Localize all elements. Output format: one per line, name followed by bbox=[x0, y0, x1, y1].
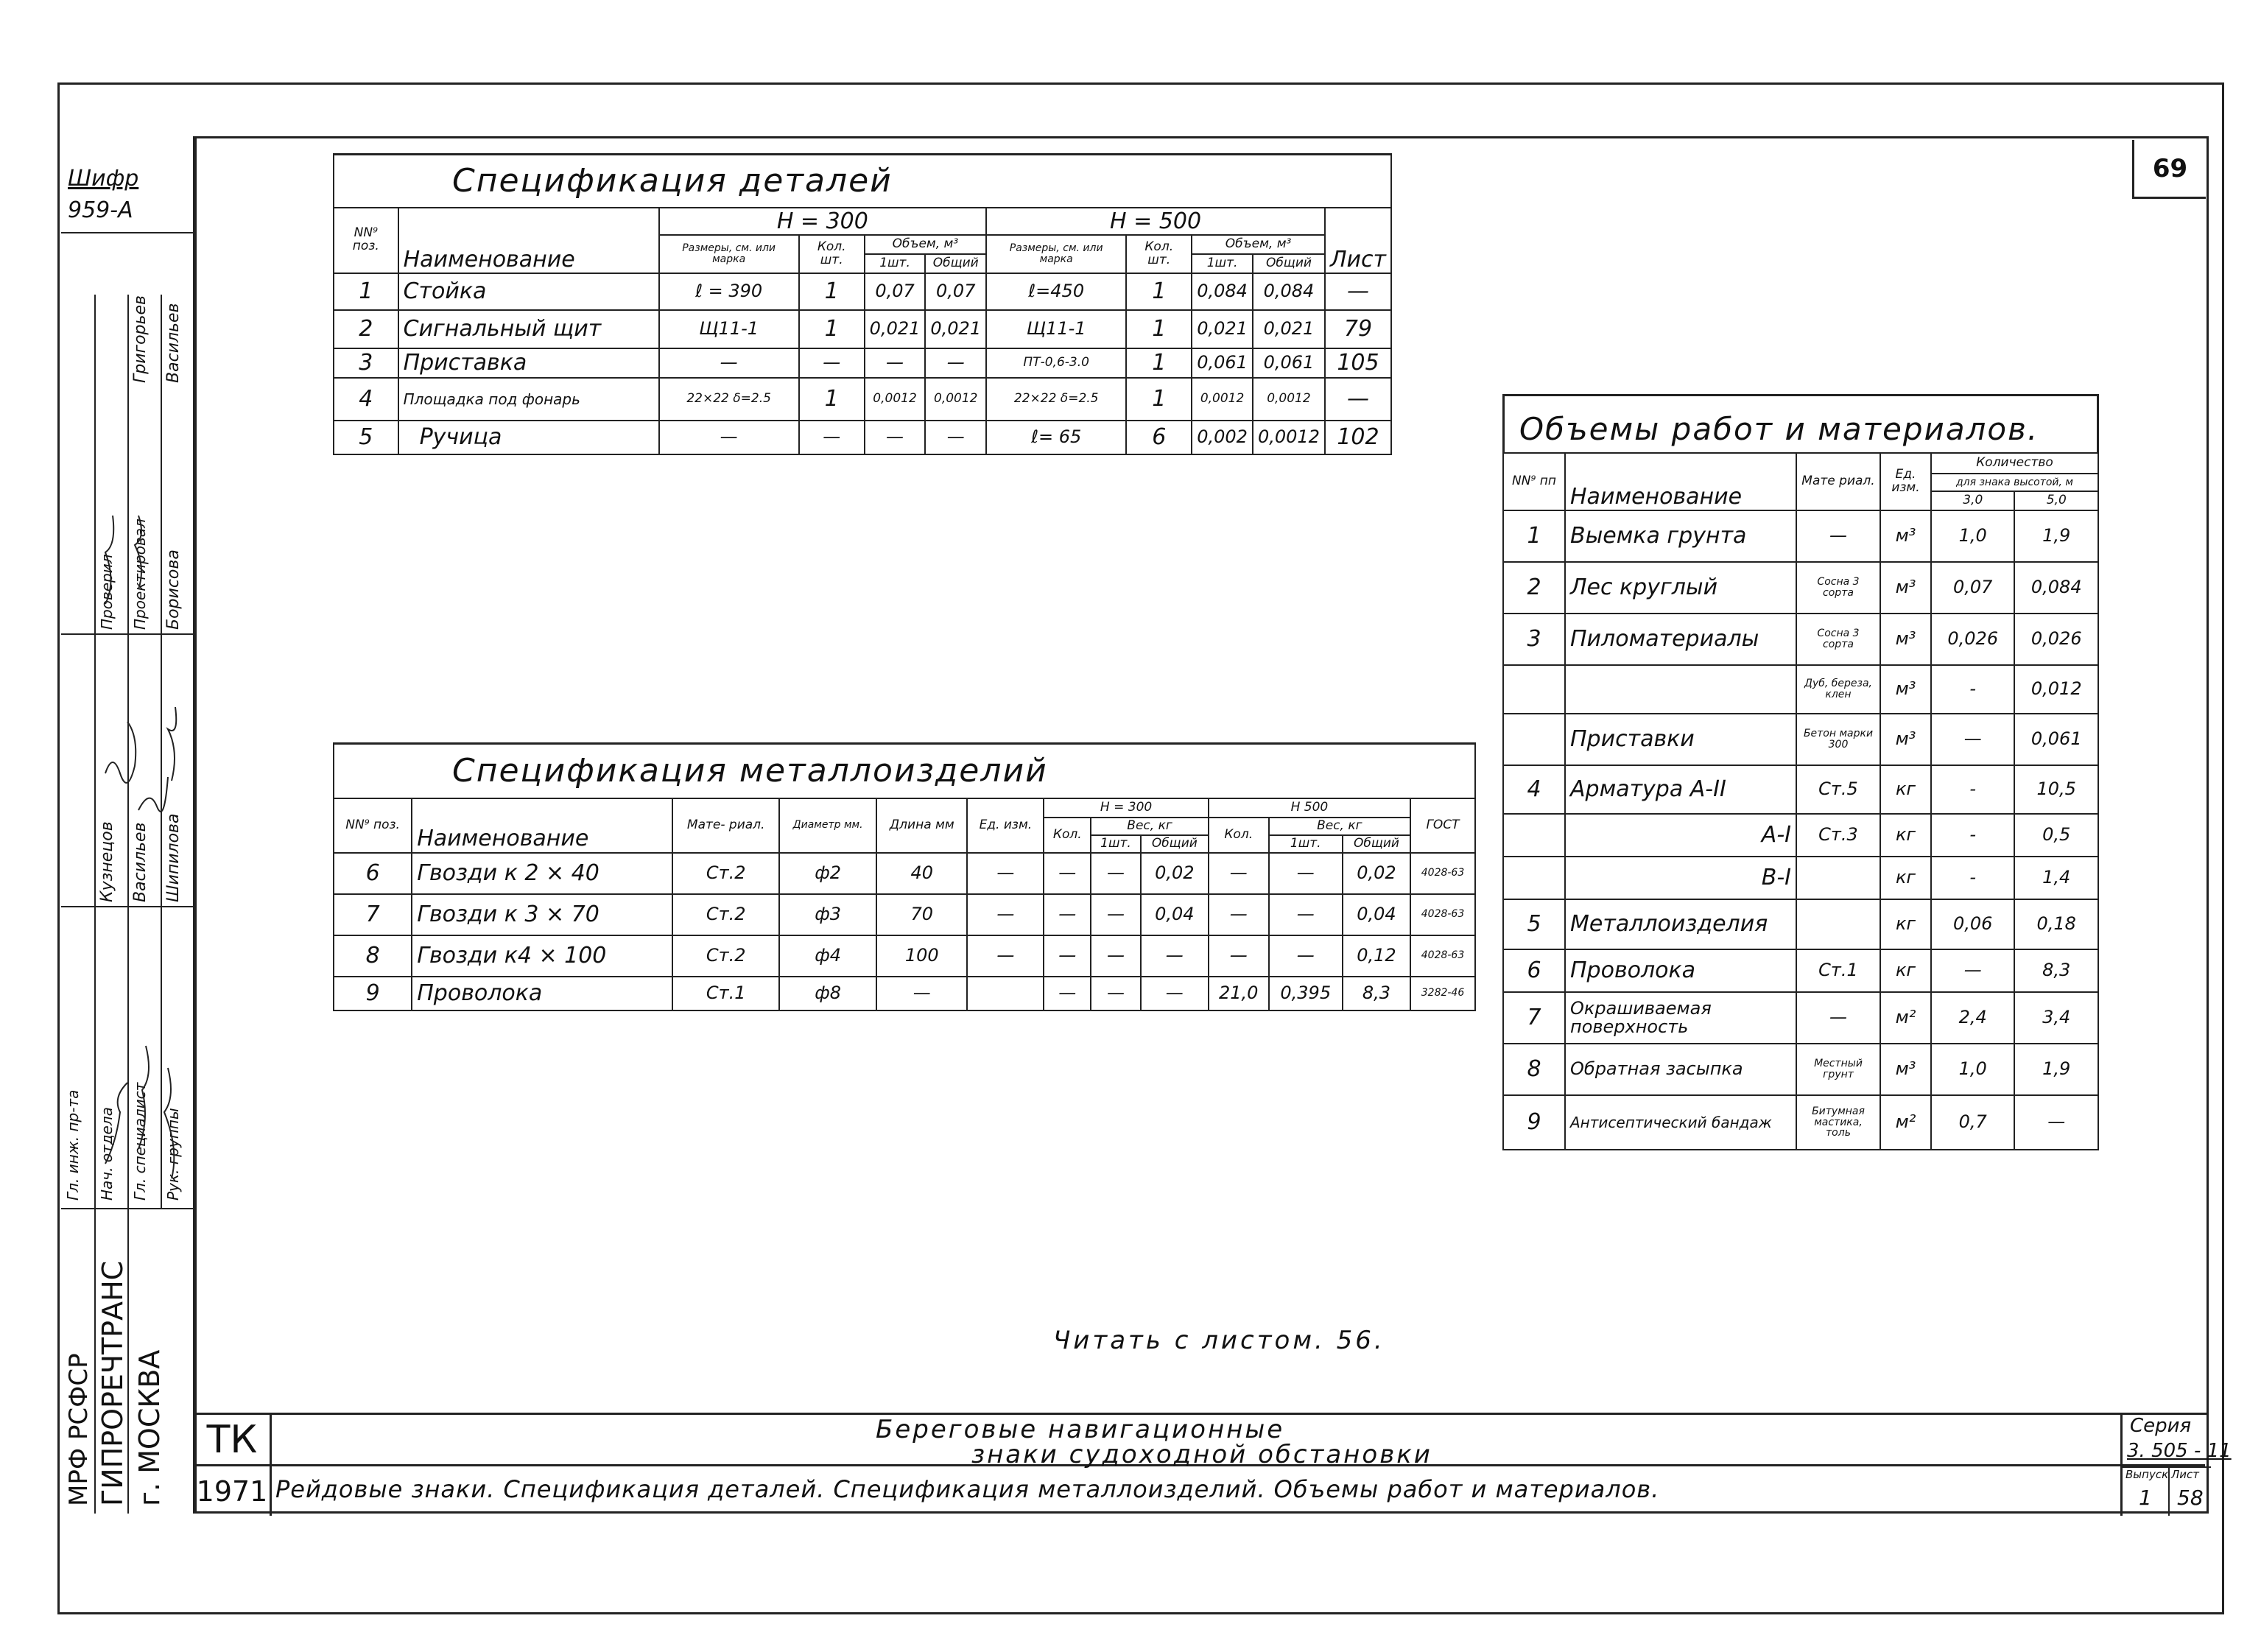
metal-header-total-300: Общий bbox=[1141, 835, 1209, 853]
cell: - bbox=[1931, 665, 2014, 714]
cell: — bbox=[799, 348, 865, 378]
cell: — bbox=[1209, 935, 1269, 977]
metal-header-name: Наименование bbox=[412, 798, 672, 853]
cell: 0,06 bbox=[1931, 899, 2014, 949]
cell: 8,3 bbox=[1343, 977, 1410, 1010]
cell: 0,02 bbox=[1343, 853, 1410, 894]
cell: Стойка bbox=[398, 273, 659, 310]
table-row bbox=[1503, 1095, 2098, 1150]
cell: — bbox=[967, 935, 1044, 977]
cell: Бетон марки 300 bbox=[1796, 714, 1880, 765]
table-row bbox=[334, 348, 1391, 378]
cell: 0,04 bbox=[1141, 894, 1209, 935]
table-row bbox=[334, 273, 1391, 310]
volumes-header-name: Наименование bbox=[1565, 453, 1796, 510]
table-row bbox=[1503, 857, 2098, 899]
cell: ℓ=450 bbox=[986, 273, 1126, 310]
cell: м³ bbox=[1880, 614, 1931, 665]
cell: 0,18 bbox=[2014, 899, 2098, 949]
details-header-one-500: 1шт. bbox=[1192, 254, 1253, 273]
details-header-total-500: Общий bbox=[1253, 254, 1325, 273]
cell: 0,061 bbox=[1192, 348, 1253, 378]
metal-header-qty-300: Кол. bbox=[1044, 818, 1091, 853]
table-row bbox=[1503, 510, 2098, 562]
details-header-qty-500: Кол. шт. bbox=[1126, 235, 1192, 273]
cell: — bbox=[1931, 714, 2014, 765]
cell: 1 bbox=[1126, 378, 1192, 421]
cell: 0,0012 bbox=[865, 378, 926, 421]
cell: 0,0012 bbox=[925, 378, 986, 421]
cell: 22×22 δ=2.5 bbox=[986, 378, 1126, 421]
cell: Ручица bbox=[398, 421, 659, 454]
details-spec-table bbox=[333, 153, 1392, 455]
cell: 7 bbox=[1503, 992, 1565, 1044]
cell: Ст.2 bbox=[672, 894, 779, 935]
cell: — bbox=[1091, 977, 1141, 1010]
cell: ℓ= 65 bbox=[986, 421, 1126, 454]
cell: 0,002 bbox=[1192, 421, 1253, 454]
cell: 3,4 bbox=[2014, 992, 2098, 1044]
cipher-label: Шифр bbox=[68, 166, 139, 191]
volumes-header-unit: Ед. изм. bbox=[1880, 453, 1931, 510]
table-row bbox=[1503, 665, 2098, 714]
role-chief-specialist: Гл. специалист bbox=[131, 1082, 149, 1201]
cell: кг bbox=[1880, 899, 1931, 949]
cell: 0,0012 bbox=[1253, 378, 1325, 421]
cell: 0,5 bbox=[2014, 814, 2098, 857]
volumes-header-h1: 3,0 bbox=[1931, 491, 2014, 510]
name-vasiliev: Васильев bbox=[131, 822, 150, 902]
table-row bbox=[1503, 714, 2098, 765]
cell: 0,0012 bbox=[1253, 421, 1325, 454]
cell: м² bbox=[1880, 992, 1931, 1044]
cell: — bbox=[1325, 378, 1391, 421]
details-header-dims-300: Размеры, см. или марка bbox=[659, 235, 799, 273]
cell: — bbox=[925, 421, 986, 454]
metal-header-one-300: 1шт. bbox=[1091, 835, 1141, 853]
cell: 1,0 bbox=[1931, 510, 2014, 562]
cell: 1 bbox=[799, 273, 865, 310]
cell: - bbox=[1931, 765, 2014, 814]
cell: 22×22 δ=2.5 bbox=[659, 378, 799, 421]
details-header-h300: Н = 300 bbox=[659, 208, 987, 236]
sheet-number: 69 bbox=[2132, 140, 2206, 199]
volumes-header-mat: Мате риал. bbox=[1796, 453, 1880, 510]
cell: Обратная засыпка bbox=[1565, 1044, 1796, 1095]
cell: 1,0 bbox=[1931, 1044, 2014, 1095]
cell: 79 bbox=[1325, 310, 1391, 348]
details-header-qty-300: Кол. шт. bbox=[799, 235, 865, 273]
stamp-signature-block bbox=[61, 295, 195, 1208]
cell: 0,07 bbox=[925, 273, 986, 310]
table-row bbox=[1503, 562, 2098, 614]
cell: 0,7 bbox=[1931, 1095, 2014, 1150]
cell: 1 bbox=[1126, 310, 1192, 348]
cell bbox=[1503, 665, 1565, 714]
cell: — bbox=[925, 348, 986, 378]
cell: ПТ-0,6-3.0 bbox=[986, 348, 1126, 378]
title-line-1: Береговые навигационные bbox=[876, 1415, 1285, 1444]
cell: 0,061 bbox=[2014, 714, 2098, 765]
metal-header-mat: Мате- риал. bbox=[672, 798, 779, 853]
signature-scribbles bbox=[61, 295, 195, 1208]
cell: - bbox=[1931, 857, 2014, 899]
role-group-lead: Рук. группы bbox=[164, 1108, 182, 1201]
cell: Выемка грунта bbox=[1565, 510, 1796, 562]
cell: — bbox=[799, 421, 865, 454]
table-row bbox=[334, 421, 1391, 454]
cell: — bbox=[865, 348, 926, 378]
cell: — bbox=[1269, 935, 1343, 977]
cell: 0,07 bbox=[865, 273, 926, 310]
cell: 0,084 bbox=[1253, 273, 1325, 310]
cell: 1 bbox=[799, 310, 865, 348]
cell: м³ bbox=[1880, 665, 1931, 714]
metal-header-qty-500: Кол. bbox=[1209, 818, 1269, 853]
details-header-name: Наименование bbox=[398, 208, 659, 274]
cell: м³ bbox=[1880, 510, 1931, 562]
cell: — bbox=[1269, 894, 1343, 935]
cell: — bbox=[1091, 935, 1141, 977]
cell: Ст.2 bbox=[672, 853, 779, 894]
cell: — bbox=[876, 977, 967, 1010]
cell: 5 bbox=[1503, 899, 1565, 949]
cell: — bbox=[2014, 1095, 2098, 1150]
cell: — bbox=[1044, 853, 1091, 894]
metal-header-len: Длина мм bbox=[876, 798, 967, 853]
org-ministry: МРФ РСФСР bbox=[64, 1353, 94, 1506]
cell: 8 bbox=[334, 935, 412, 977]
cell: Приставки bbox=[1565, 714, 1796, 765]
cell: — bbox=[1269, 853, 1343, 894]
cell: 4 bbox=[1503, 765, 1565, 814]
cell: кг bbox=[1880, 857, 1931, 899]
details-title: Спецификация деталей bbox=[334, 155, 1391, 208]
cell: м² bbox=[1880, 1095, 1931, 1150]
sheet-label: Лист bbox=[2171, 1468, 2200, 1481]
cell: кг bbox=[1880, 814, 1931, 857]
details-header-sheet: Лист bbox=[1325, 208, 1391, 274]
name-kuznetsov: Кузнецов bbox=[98, 821, 116, 902]
sheet-value: 58 bbox=[2177, 1486, 2204, 1510]
metal-header-h500: Н 500 bbox=[1209, 798, 1410, 818]
metal-title: Спецификация металлоизделий bbox=[334, 744, 1475, 798]
cell: 1,4 bbox=[2014, 857, 2098, 899]
cell bbox=[1796, 857, 1880, 899]
details-header-num: NN⁹ поз. bbox=[334, 208, 398, 274]
cell: 0,04 bbox=[1343, 894, 1410, 935]
cell: Металлоизделия bbox=[1565, 899, 1796, 949]
cell: 2 bbox=[334, 310, 398, 348]
cell: Ст.3 bbox=[1796, 814, 1880, 857]
cell: 1,9 bbox=[2014, 510, 2098, 562]
org-city: г. МОСКВА bbox=[133, 1349, 166, 1506]
series-block bbox=[2120, 1415, 2232, 1516]
table-row bbox=[1503, 614, 2098, 665]
cell: 0,084 bbox=[2014, 562, 2098, 614]
cell: кг bbox=[1880, 765, 1931, 814]
cell bbox=[1503, 814, 1565, 857]
table-row bbox=[334, 977, 1475, 1010]
cell: 1 bbox=[1126, 348, 1192, 378]
cell: Местный грунт bbox=[1796, 1044, 1880, 1095]
cell: ф8 bbox=[779, 977, 876, 1010]
cell: — bbox=[1931, 949, 2014, 992]
role-checked: Проверил bbox=[98, 554, 116, 630]
cell: 0,021 bbox=[925, 310, 986, 348]
cell: 100 bbox=[876, 935, 967, 977]
cell: — bbox=[1091, 894, 1141, 935]
cell: 7 bbox=[334, 894, 412, 935]
issue-value: 1 bbox=[2139, 1486, 2152, 1510]
year: 1971 bbox=[194, 1466, 272, 1516]
cell: Приставка bbox=[398, 348, 659, 378]
cell: 6 bbox=[1126, 421, 1192, 454]
cell: ф2 bbox=[779, 853, 876, 894]
cell: — bbox=[967, 853, 1044, 894]
cell: 3 bbox=[1503, 614, 1565, 665]
role-dept-head: Нач. отдела bbox=[98, 1107, 116, 1201]
cell: Проволока bbox=[1565, 949, 1796, 992]
volumes-table bbox=[1502, 452, 2099, 1150]
tk-mark: ТК bbox=[194, 1415, 272, 1466]
cell: 0,395 bbox=[1269, 977, 1343, 1010]
cell: Площадка под фонарь bbox=[398, 378, 659, 421]
cell: м³ bbox=[1880, 714, 1931, 765]
cell: — bbox=[967, 894, 1044, 935]
cipher-value: 959-А bbox=[68, 197, 133, 223]
table-row bbox=[1503, 949, 2098, 992]
cell: 40 bbox=[876, 853, 967, 894]
cell: 0,12 bbox=[1343, 935, 1410, 977]
cell: — bbox=[1796, 992, 1880, 1044]
cell: — bbox=[1044, 977, 1091, 1010]
cell: 0,012 bbox=[2014, 665, 2098, 714]
cell: 8,3 bbox=[2014, 949, 2098, 992]
table-row bbox=[1503, 899, 2098, 949]
volumes-header-per-sign: для знака высотой, м bbox=[1931, 474, 2098, 491]
cell: 0,026 bbox=[2014, 614, 2098, 665]
table-row bbox=[1503, 992, 2098, 1044]
cell: Сосна 3 сорта bbox=[1796, 614, 1880, 665]
metal-header-weight-500: Вес, кг bbox=[1269, 818, 1410, 835]
volumes-title: Объемы работ и материалов. bbox=[1502, 394, 2099, 453]
cell: — bbox=[659, 421, 799, 454]
cell: Битумная мастика, толь bbox=[1796, 1095, 1880, 1150]
cell: — bbox=[1796, 510, 1880, 562]
cell: ℓ = 390 bbox=[659, 273, 799, 310]
cell: кг bbox=[1880, 949, 1931, 992]
metal-header-one-500: 1шт. bbox=[1269, 835, 1343, 853]
cell: 4 bbox=[334, 378, 398, 421]
cell: В-I bbox=[1565, 857, 1796, 899]
table-row bbox=[334, 935, 1475, 977]
cell: Гвозди к 2 × 40 bbox=[412, 853, 672, 894]
cell: — bbox=[1091, 853, 1141, 894]
cell: — bbox=[1141, 935, 1209, 977]
cell: 0,021 bbox=[1253, 310, 1325, 348]
cell: 0,0012 bbox=[1192, 378, 1253, 421]
cell: 6 bbox=[334, 853, 412, 894]
cell: — bbox=[659, 348, 799, 378]
org-institute: ГИПРОРЕЧТРАНС bbox=[96, 1260, 129, 1506]
table-row bbox=[334, 894, 1475, 935]
cell: 4028-63 bbox=[1410, 935, 1475, 977]
metal-header-diam: Диаметр мм. bbox=[779, 798, 876, 853]
issue-label: Выпуск bbox=[2125, 1468, 2169, 1481]
table-row bbox=[334, 853, 1475, 894]
cell: 1 bbox=[1126, 273, 1192, 310]
name-borisova: Борисова bbox=[164, 549, 183, 630]
series-value: 3. 505 - 11 bbox=[2127, 1440, 2232, 1462]
metal-header-num: NN⁹ поз. bbox=[334, 798, 412, 853]
cell: — bbox=[1044, 935, 1091, 977]
cell: — bbox=[1325, 273, 1391, 310]
cell: 1,9 bbox=[2014, 1044, 2098, 1095]
cell: Лес круглый bbox=[1565, 562, 1796, 614]
name-grigoriev: Григорьев bbox=[131, 295, 150, 383]
cell: 21,0 bbox=[1209, 977, 1269, 1010]
details-header-dims-500: Размеры, см. или марка bbox=[986, 235, 1126, 273]
title-area bbox=[272, 1415, 2205, 1469]
cell: 3 bbox=[334, 348, 398, 378]
cell: Ст.2 bbox=[672, 935, 779, 977]
cell: 9 bbox=[334, 977, 412, 1010]
details-header-one-300: 1шт. bbox=[865, 254, 926, 273]
cell: Гвозди к 3 × 70 bbox=[412, 894, 672, 935]
cell bbox=[1565, 665, 1796, 714]
sheet-subtitle: Рейдовые знаки. Спецификация деталей. Спецификация металлоизделий. Объемы работ и материалов. bbox=[275, 1475, 1660, 1503]
cell: - bbox=[1931, 814, 2014, 857]
role-chief-engineer: Гл. инж. пр-та bbox=[64, 1089, 82, 1201]
cell: 5 bbox=[334, 421, 398, 454]
cell: — bbox=[1044, 894, 1091, 935]
metal-header-unit: Ед. изм. bbox=[967, 798, 1044, 853]
cell: 1 bbox=[334, 273, 398, 310]
cell: 105 bbox=[1325, 348, 1391, 378]
cell: 10,5 bbox=[2014, 765, 2098, 814]
cell: Щ11-1 bbox=[659, 310, 799, 348]
cell: 102 bbox=[1325, 421, 1391, 454]
cell: 1 bbox=[1503, 510, 1565, 562]
table-row bbox=[334, 310, 1391, 348]
stamp-divider bbox=[61, 232, 195, 233]
cell bbox=[1503, 714, 1565, 765]
cell bbox=[1796, 899, 1880, 949]
metal-header-gost: ГОСТ bbox=[1410, 798, 1475, 853]
title-block bbox=[194, 1413, 2232, 1514]
cell: 2,4 bbox=[1931, 992, 2014, 1044]
cell: м³ bbox=[1880, 562, 1931, 614]
cell: ф3 bbox=[779, 894, 876, 935]
cell: 0,021 bbox=[1192, 310, 1253, 348]
cell: 4028-63 bbox=[1410, 853, 1475, 894]
cell: 6 bbox=[1503, 949, 1565, 992]
cell: 0,02 bbox=[1141, 853, 1209, 894]
cell: 8 bbox=[1503, 1044, 1565, 1095]
table-row bbox=[1503, 814, 2098, 857]
cell bbox=[967, 977, 1044, 1010]
cell: — bbox=[1209, 894, 1269, 935]
cell: Ст.1 bbox=[672, 977, 779, 1010]
cell bbox=[1503, 857, 1565, 899]
volumes-header-h2: 5,0 bbox=[2014, 491, 2098, 510]
cell: Ст.5 bbox=[1796, 765, 1880, 814]
cell: 0,021 bbox=[865, 310, 926, 348]
cell: Гвозди к4 × 100 bbox=[412, 935, 672, 977]
name-vasiliev-2: Васильев bbox=[164, 303, 183, 383]
metal-header-total-500: Общий bbox=[1343, 835, 1410, 853]
cell: — bbox=[1209, 853, 1269, 894]
cell: ф4 bbox=[779, 935, 876, 977]
cell: Окрашиваемая поверхность bbox=[1565, 992, 1796, 1044]
cell: 9 bbox=[1503, 1095, 1565, 1150]
cell: 1 bbox=[799, 378, 865, 421]
cell: Ст.1 bbox=[1796, 949, 1880, 992]
table-row bbox=[1503, 765, 2098, 814]
cell: Сигнальный щит bbox=[398, 310, 659, 348]
cell: Проволока bbox=[412, 977, 672, 1010]
cell: 0,061 bbox=[1253, 348, 1325, 378]
details-header-total-300: Общий bbox=[925, 254, 986, 273]
cell: Щ11-1 bbox=[986, 310, 1126, 348]
cell: 3282-46 bbox=[1410, 977, 1475, 1010]
cell: Арматура А-II bbox=[1565, 765, 1796, 814]
cell: Пиломатериалы bbox=[1565, 614, 1796, 665]
series-label: Серия bbox=[2130, 1415, 2192, 1437]
table-row bbox=[334, 378, 1391, 421]
metal-spec-table bbox=[333, 742, 1476, 1011]
cell: 0,026 bbox=[1931, 614, 2014, 665]
volumes-header-num: NN⁹ пп bbox=[1503, 453, 1565, 510]
title-line-2: знаки судоходной обстановки bbox=[971, 1440, 1432, 1469]
metal-header-weight-300: Вес, кг bbox=[1091, 818, 1209, 835]
details-header-vol-300: Объем, м³ bbox=[865, 235, 986, 254]
cell: Дуб, береза, клен bbox=[1796, 665, 1880, 714]
stamp-org-block bbox=[61, 1208, 195, 1514]
role-designed: Проектировал bbox=[131, 519, 149, 630]
name-shipilova: Шипилова bbox=[164, 813, 183, 902]
cell: 0,084 bbox=[1192, 273, 1253, 310]
metal-header-h300: Н = 300 bbox=[1044, 798, 1209, 818]
cell: 70 bbox=[876, 894, 967, 935]
details-header-h500: Н = 500 bbox=[986, 208, 1325, 236]
volumes-header-qty: Количество bbox=[1931, 453, 2098, 474]
read-with-sheet-note: Читать с листом. 56. bbox=[1053, 1326, 1385, 1355]
cell: 0,07 bbox=[1931, 562, 2014, 614]
cell: — bbox=[865, 421, 926, 454]
cell: 2 bbox=[1503, 562, 1565, 614]
cell: 4028-63 bbox=[1410, 894, 1475, 935]
details-header-vol-500: Объем, м³ bbox=[1192, 235, 1325, 254]
cell: А-I bbox=[1565, 814, 1796, 857]
table-row bbox=[1503, 1044, 2098, 1095]
cell: — bbox=[1141, 977, 1209, 1010]
cell: Сосна 3 сорта bbox=[1796, 562, 1880, 614]
cell: Антисептический бандаж bbox=[1565, 1095, 1796, 1150]
cell: м³ bbox=[1880, 1044, 1931, 1095]
